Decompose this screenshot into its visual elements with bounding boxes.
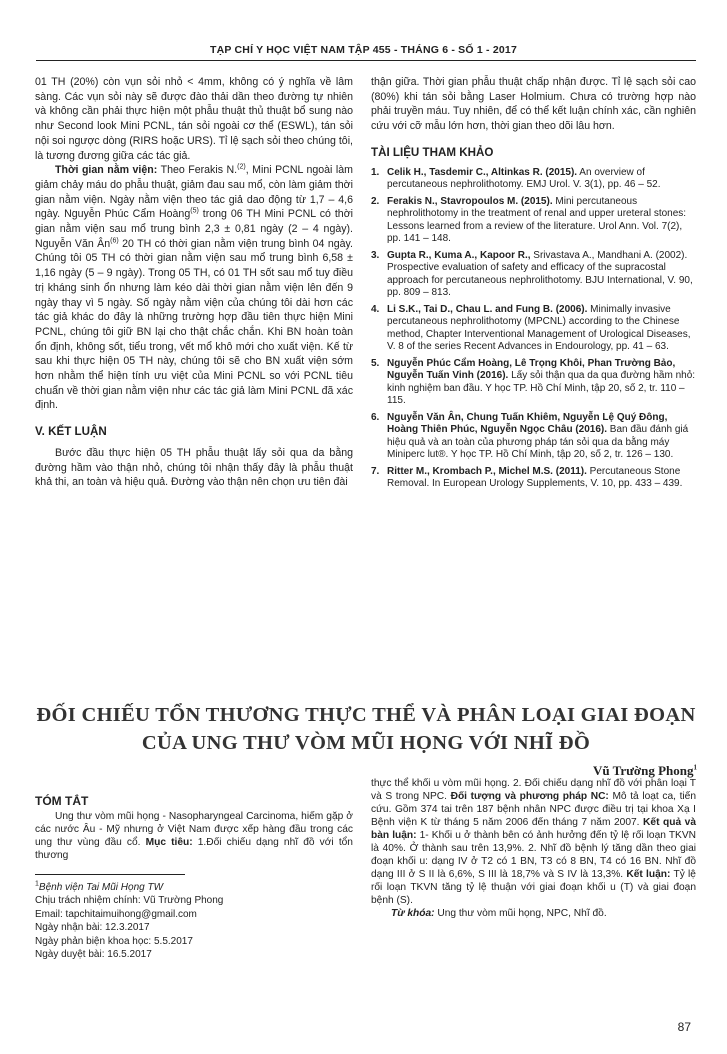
abstract-heading: TÓM TẮT bbox=[35, 794, 89, 808]
footnote bbox=[35, 881, 353, 961]
page-number: 87 bbox=[677, 1020, 691, 1034]
section-heading-conclusion: V. KẾT LUẬN bbox=[35, 425, 107, 439]
text-segment: , Mini PCNL ngoài làm giảm chảy máu do phẫu thuật, giảm đau sau mổ, còn làm giảm thời gian nằm viện. Ngày nằm viện theo tác giả dao động từ 1,7 – 4,6 ngày. Nguyễn Phúc Cẩm Hoàng bbox=[35, 164, 353, 221]
reference-number: 3. bbox=[371, 249, 380, 261]
reference-authors: Nguyễn Phúc Cẩm Hoàng, Lê Trọng Khôi, Phan Trường Bảo, Nguyễn Tuấn Vinh (2016). bbox=[387, 357, 676, 382]
reference-authors: Gupta R., Kuma A., Kapoor R., bbox=[387, 249, 531, 261]
conclusion-label: Kết luận: bbox=[626, 869, 671, 880]
citation-superscript: (2) bbox=[237, 163, 246, 171]
paragraph-conclusion: Bước đầu thực hiện 05 TH phẫu thuật lấy sỏi qua da bằng đường hầm vào thận nhỏ, chúng tôi nhận thấy đây là phẫu thuật khả thi, an toàn và hiệu quả. Đường vào thận nên chọn ưu tiên đài bbox=[35, 446, 353, 489]
reference-number: 2. bbox=[371, 195, 380, 207]
reference-number: 6. bbox=[371, 411, 380, 423]
reference-text: Percutaneous Stone Removal. In European Urology Supplements, V. 10, pp. 433 – 439. bbox=[387, 465, 683, 490]
article-title-line-1: ĐỐI CHIẾU TỔN THƯƠNG THỰC THỂ VÀ PHÂN LOẠI GIAI ĐOẠN bbox=[36, 704, 696, 726]
reference-number: 4. bbox=[371, 303, 380, 315]
author-affiliation-marker: 1 bbox=[693, 763, 697, 772]
reference-authors: Celik H., Tasdemir C., Altinkas R. (2015). bbox=[387, 166, 578, 178]
abstract-continued bbox=[371, 777, 696, 907]
abstract-right-column bbox=[371, 777, 696, 920]
paragraph-hospital-stay bbox=[35, 163, 353, 413]
reference-item bbox=[371, 196, 696, 246]
reference-text: An overview of percutaneous nephrolithotomy. EMJ Urol. V. 3(1), pp. 46 – 52. bbox=[387, 166, 661, 191]
paragraph-conclusion-continued: thận giữa. Thời gian phẫu thuật chấp nhận được. Tỉ lệ sạch sỏi cao (80%) khi tán sỏi bằng Laser Holmium. Chưa có trường hợp nào phải truyền máu. Tuy nhiên, để có thể kết luận chính xác, cần nghiên cứu với cỡ mẫu lớn hơn, thời gian theo dõi lâu hơn. bbox=[371, 76, 696, 133]
reference-text: Minimally invasive percutaneous nephrolithotomy (MPCNL) according to the Chinese method, Chapter Interventional Management of Urological Diseases, V. 8 of the series Recent Advances in Endourology, pp. 41 – 63. bbox=[387, 303, 691, 353]
reference-text: Ban đầu đánh giá hiệu quả và an toàn của phương pháp tán sỏi qua da bằng máy Miniperc lut®. Y học TP. Hồ Chí Minh, tập 20, số 2, tr. 126 – 130. bbox=[387, 424, 689, 461]
footnote-responsible: Chịu trách nhiệm chính: Vũ Trường Phong bbox=[35, 895, 224, 907]
reference-authors: Ferakis N., Stavropoulos M. (2015). bbox=[387, 195, 553, 207]
right-column bbox=[371, 75, 696, 495]
reference-number: 7. bbox=[371, 465, 380, 477]
reference-authors: Ritter M., Krombach P., Michel M.S. (2011). bbox=[387, 465, 587, 477]
methods-label: Đối tượng và phương pháp NC: bbox=[450, 791, 609, 802]
footnote-accepted: Ngày duyệt bài: 16.5.2017 bbox=[35, 949, 152, 961]
footnote-reviewed: Ngày phản biện khoa học: 5.5.2017 bbox=[35, 935, 193, 947]
reference-item bbox=[371, 358, 696, 408]
reference-item bbox=[371, 466, 696, 491]
affiliation-name: Bệnh viện Tai Mũi Họng TW bbox=[38, 882, 164, 893]
text-segment: 1.Đối chiếu dạng nhĩ đồ với tổn thương bbox=[35, 837, 353, 861]
affiliation-marker: 1 bbox=[35, 880, 39, 888]
abstract-left-column bbox=[35, 795, 353, 961]
reference-authors: Li S.K., Tai D., Chau L. and Fung B. (2006). bbox=[387, 303, 588, 315]
keywords-text: Ung thư vòm mũi họng, NPC, Nhĩ đồ. bbox=[434, 908, 607, 919]
journal-header: TẠP CHÍ Y HỌC VIỆT NAM TẬP 455 - THÁNG 6 - SỐ 1 - 2017 bbox=[209, 44, 517, 56]
footnote-affiliation bbox=[35, 881, 353, 894]
reference-text: Lấy sỏi thận qua da qua đường hầm nhỏ: kinh nghiệm ban đầu. Y học TP. Hồ Chí Minh, tập 20, số 2, tr. 110 – 115. bbox=[387, 370, 696, 407]
objective-label: Mục tiêu: bbox=[145, 837, 193, 848]
abstract-intro bbox=[35, 810, 353, 862]
text-segment: Tỷ lệ rối loạn TKVN tăng tỷ lệ thuận với giai đoạn khối u (T) và giai đoạn bệnh (S). bbox=[371, 869, 696, 906]
results-label: Kết quả và bàn luận: bbox=[371, 817, 696, 841]
reference-list bbox=[371, 167, 696, 491]
text-segment: thực thể khối u vòm mũi họng. 2. Đối chiếu dạng nhĩ đồ với phân loại T và S trong NPC. bbox=[371, 778, 696, 802]
reference-item bbox=[371, 412, 696, 462]
citation-superscript: (6) bbox=[110, 237, 119, 245]
text-segment: Theo Ferakis N. bbox=[157, 164, 238, 177]
reference-number: 5. bbox=[371, 357, 380, 369]
text-segment: 1- Khối u ở thành bên có ảnh hưởng đến tỷ lệ rối loạn TKVN là 40%. Ở thành sau trên 13,9%. 2. Nhĩ đồ bệnh lý tăng dần theo giai đoạn khối u: dạng IV ở T2 có 1 BN, T3 có 8 BN, T4 có 16 BN. Nhĩ đồ dạng III ở S II là 6,6%, S III là 18,7% và S IV là 13,3%. bbox=[371, 830, 696, 880]
text-segment: trong 06 TH Mini PCNL có thời gian nằm viện sau mổ trung bình 2,3 ± 0,81 ngày (2 – 4 ngày). Nguyễn Văn Ân bbox=[35, 208, 354, 250]
citation-superscript: (5) bbox=[190, 207, 199, 215]
hospital-stay-label: Thời gian nằm viện: bbox=[55, 164, 158, 177]
reference-item bbox=[371, 167, 696, 192]
references-heading: TÀI LIỆU THAM KHẢO bbox=[371, 145, 494, 159]
keywords bbox=[371, 907, 696, 920]
header-rule bbox=[36, 60, 696, 61]
text-segment: Mô tả loạt ca, tiến cứu. Gồm 374 tai trên 187 bệnh nhân NPC được điều trị tại khoa Xạ I Bệnh viện K từ tháng 5 năm 2006 đến tháng 7 năm 2007. bbox=[371, 791, 696, 828]
reference-item bbox=[371, 250, 696, 300]
footnote-rule bbox=[35, 874, 185, 875]
text-segment: Ung thư vòm mũi họng - Nasopharyngeal Carcinoma, hiếm gặp ở các nước Âu - Mỹ nhưng ở Việt Nam được xếp hàng đầu trong các ung thư vùng đầu cổ. bbox=[35, 811, 353, 848]
footnote-email: Email: tapchitaimuihong@gmail.com bbox=[35, 908, 197, 920]
reference-text: Srivastava A., Mandhani A. (2002). Prospective evaluation of safety and efficacy of the supracostal approach for percutaneous nephrolithotomy. BJU International, V. 90, pp. 809 – 813. bbox=[387, 249, 693, 299]
left-column bbox=[35, 75, 353, 490]
reference-text: Mini percutaneous nephrolithotomy in the treatment of renal and upper ureteral stones: Lessons learned from a review of the literature. Urol Ann. Vol. 7(2), pp. 141 – 148. bbox=[387, 195, 687, 245]
text-segment: 20 TH có thời gian nằm viện trung bình 04 ngày. Chúng tôi 05 TH có thời gian nằm viện sau mổ trung bình 6,58 ± 1,16 ngày (5 – 9 ngày). Trong 05 TH, có 01 TH sốt sau mổ tuy điều trị kháng sinh ổn nhưng làm kéo dài thời gian nằm viện lên đến 9 ngày thay vì 5 ngày. Số ngày nằm viện của chúng tôi dài hơn các tác giả khác do đây là những trường hợp đầu tiên thực hiện Mini PCNL, chúng tôi giữ BN lại cho thật chắc chắn. Khi BN hoàn toàn ổn định, không sốt, tiểu trong, vết mổ khô mới cho xuất viện. Kế từ sau khi thực hiện 05 TH này, chúng tôi sẽ cho BN xuất viện sớm hơn nhằm thể hiện tính ưu việt của Mini PCNL so với PCNL tiêu chuẩn về thời gian nằm viện như các tác giả làm Mini PCNL đã xác định. bbox=[35, 237, 353, 412]
author-name: Vũ Trường Phong bbox=[593, 763, 694, 778]
footnote-received: Ngày nhận bài: 12.3.2017 bbox=[35, 922, 150, 934]
keywords-label: Từ khóa: bbox=[391, 908, 435, 919]
reference-authors: Nguyễn Văn Ân, Chung Tuấn Khiêm, Nguyễn Lệ Quý Đông, Hoàng Thiên Phúc, Nguyễn Ngọc Châu (2016). bbox=[387, 411, 668, 436]
reference-number: 1. bbox=[371, 166, 380, 178]
article-title-line-2: CỦA UNG THƯ VÒM MŨI HỌNG VỚI NHĨ ĐỒ bbox=[141, 732, 591, 754]
reference-item bbox=[371, 304, 696, 354]
paragraph-residual-stones: 01 TH (20%) còn vụn sỏi nhỏ < 4mm, không có ý nghĩa về lâm sàng. Các vụn sỏi này sẽ được đào thải dần theo đường tự nhiên và không cần phải thực hiện một phẫu thuật thủ thuật bổ sung nào như Second look Mini PCNL, tán sỏi ngoài cơ thể (ESWL), tán sỏi nội soi ngược dòng (RIRS hoặc URS). Tỉ lệ sạch sỏi theo chúng tôi, là tương đương giữa các tác giả. bbox=[35, 76, 353, 162]
